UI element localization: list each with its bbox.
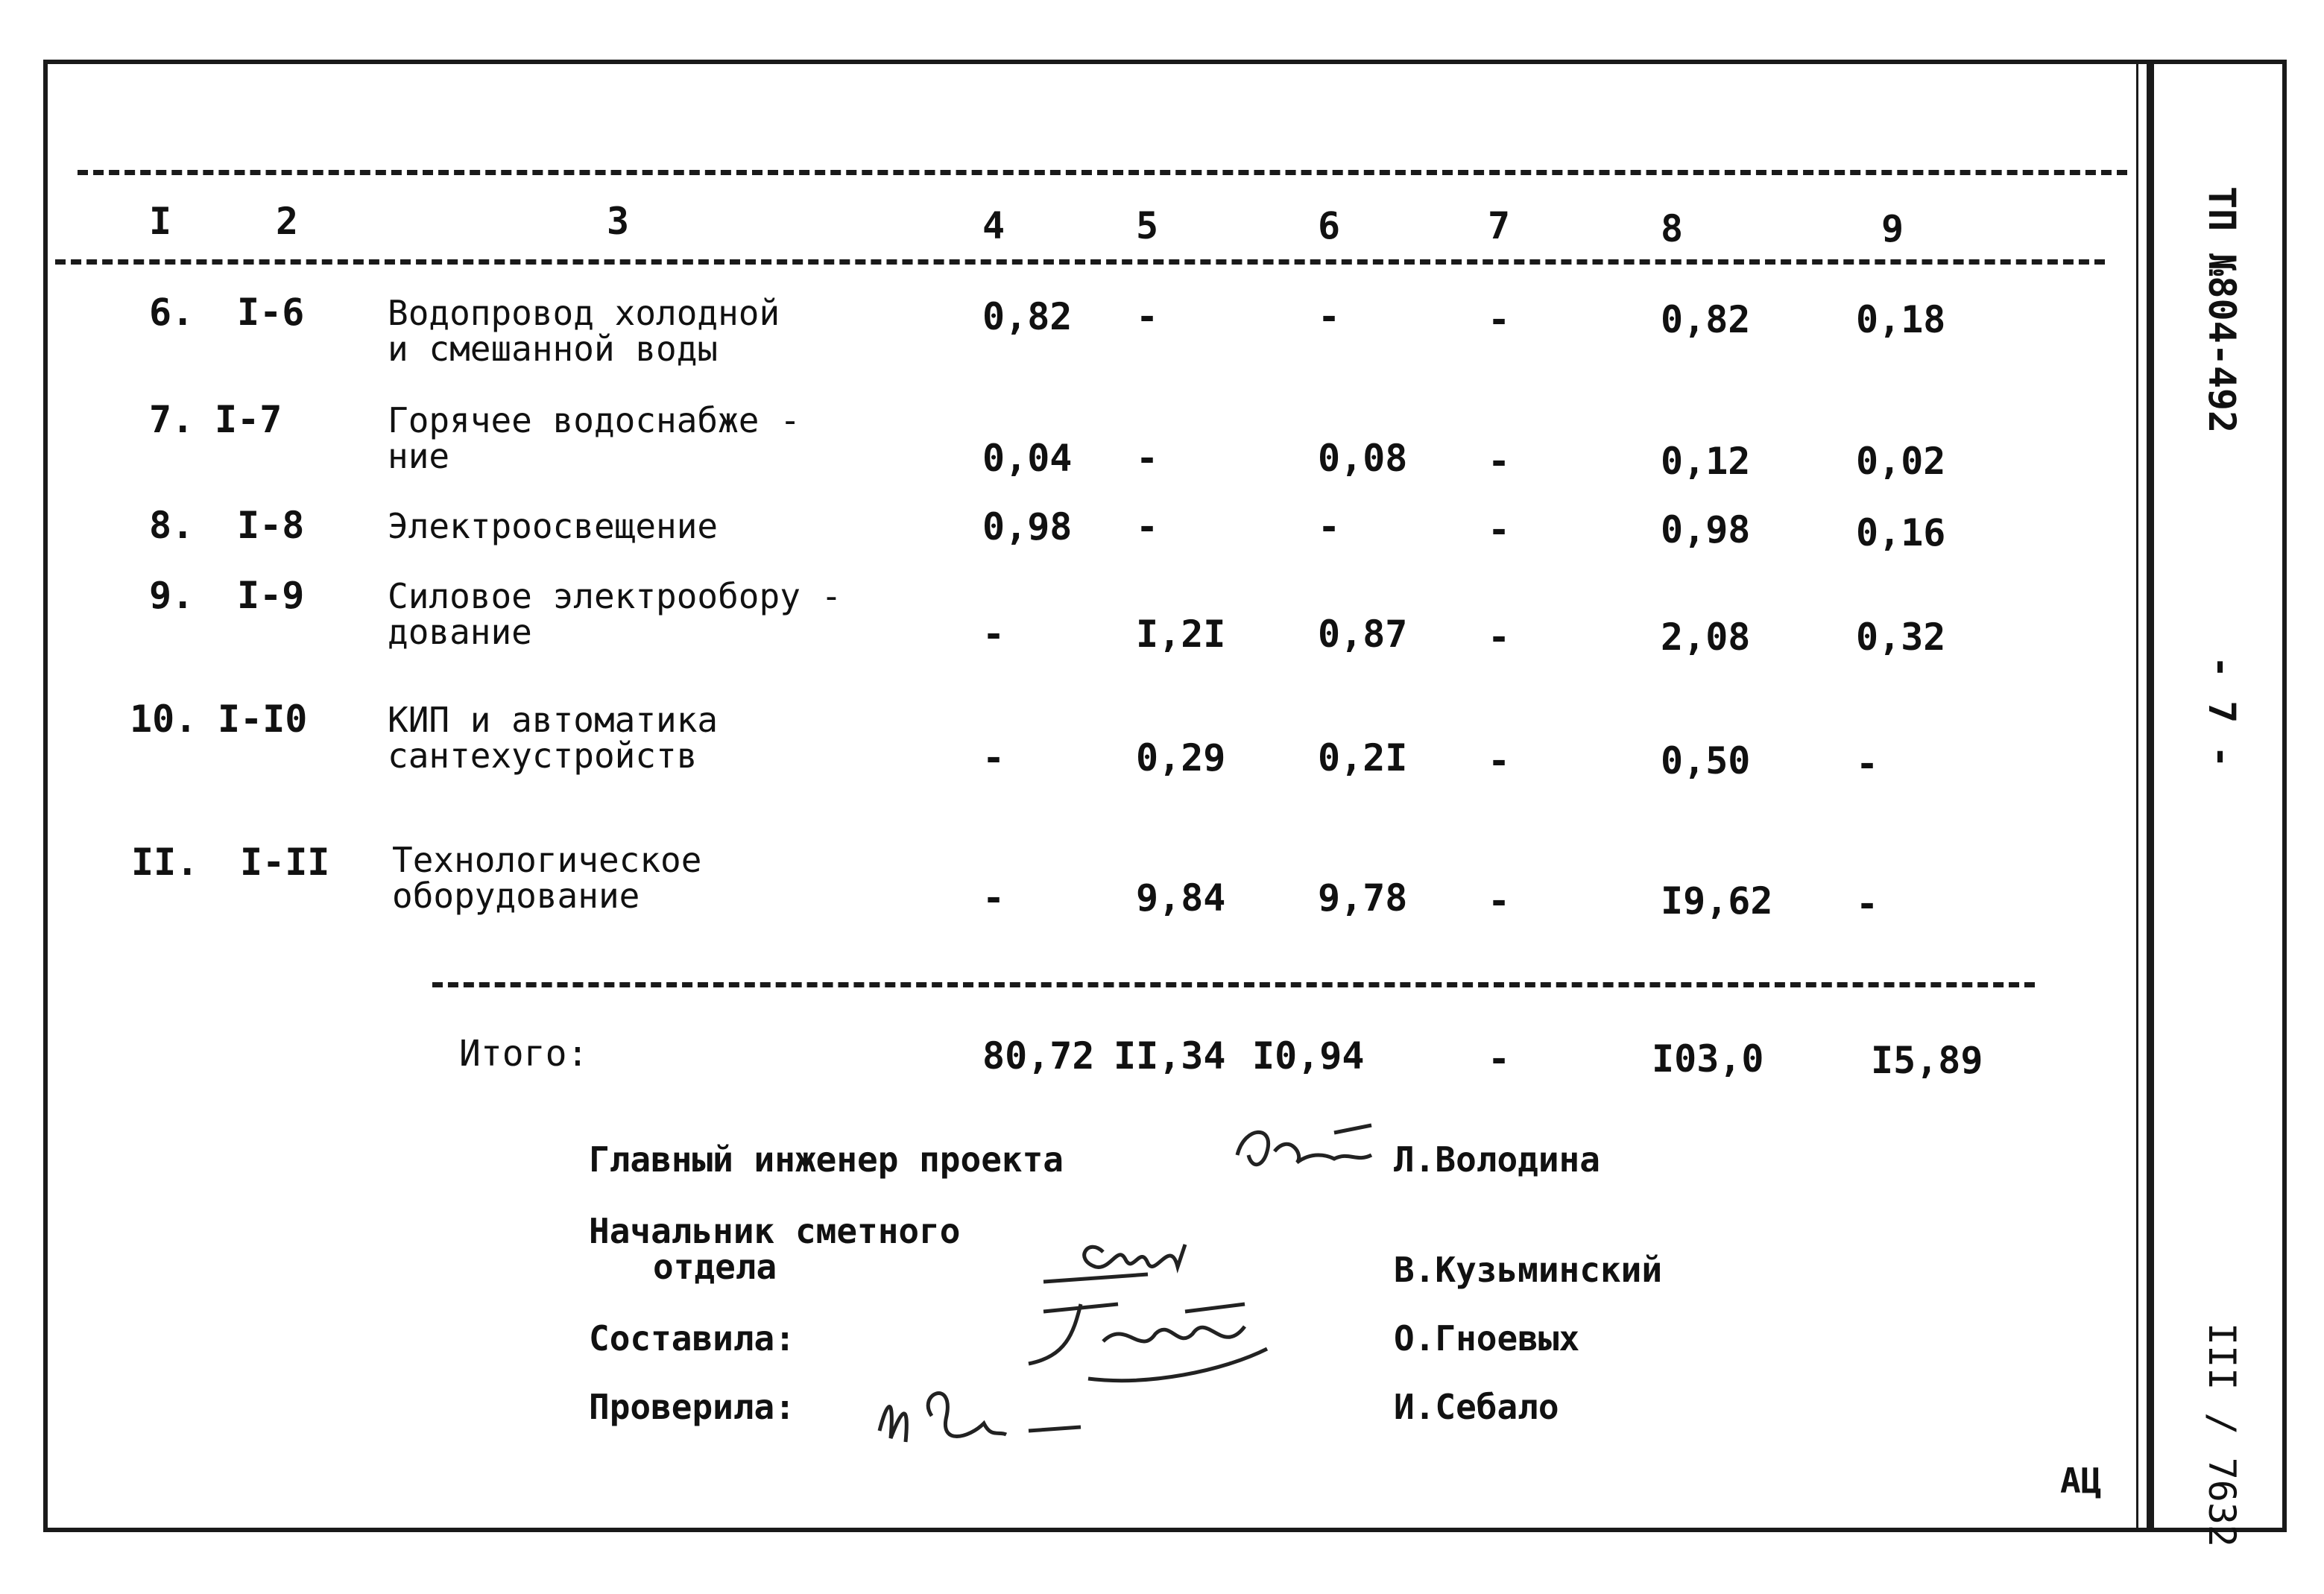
total-label: Итого: [459,1033,589,1075]
col-header-3: 3 [607,200,630,243]
sidebar-archive-number: III / 7632 [2200,1323,2244,1548]
row-cell-9: 0,32 [1856,616,1946,659]
total-cell-6: I0,94 [1252,1034,1365,1078]
row-cell-7: - [1488,298,1511,341]
total-cell-4: 80,72 [982,1034,1095,1078]
row-name-line2: и смешанной воды [388,329,719,369]
row-cell-8: 2,08 [1661,616,1751,659]
row-cell-9: - [1856,882,1879,926]
row-cell-6: - [1318,505,1341,548]
row-cell-4: 0,82 [982,295,1073,338]
row-cell-6: 9,78 [1318,876,1408,920]
col-header-4: 4 [982,204,1005,247]
row-cell-9: - [1856,742,1879,785]
col-header-7: 7 [1488,204,1511,247]
col-header-9: 9 [1881,207,1904,250]
col-header-5: 5 [1136,204,1159,247]
row-cell-8: 0,12 [1661,440,1751,483]
row-cell-6: 0,2I [1318,736,1408,779]
row-cell-7: - [1488,739,1511,782]
handwritten-signature-sebalo [865,1371,1103,1461]
sidebar-page-number: - 7 - [2200,656,2244,768]
row-code: I-8 [237,504,305,547]
row-cell-6: - [1318,295,1341,338]
row-cell-8: I9,62 [1661,879,1773,923]
row-number: 10. [130,698,198,741]
row-cell-8: 0,98 [1661,508,1751,551]
row-cell-9: 0,16 [1856,511,1946,554]
col-header-1: I [149,200,172,243]
row-cell-7: - [1488,440,1511,483]
row-cell-5: 0,29 [1136,736,1226,779]
row-cell-7: - [1488,879,1511,923]
row-cell-9: 0,02 [1856,440,1946,483]
row-name-line1: Электроосвещение [388,506,719,546]
row-cell-4: - [982,613,1005,656]
row-number: 8. [149,504,195,547]
row-cell-7: - [1488,616,1511,659]
row-cell-6: 0,87 [1318,613,1408,656]
total-cell-8: I03,0 [1652,1037,1764,1081]
row-name-line2: ние [388,436,450,476]
row-code: I-I0 [218,698,308,741]
row-cell-8: 0,82 [1661,298,1751,341]
signature-role-chief-engineer: Главный инженер проекта [589,1139,1064,1180]
row-number: 9. [149,574,195,617]
signature-name-chief-engineer: Л.Володина [1394,1139,1600,1180]
row-name-line2: дование [388,612,532,652]
total-cell-9: I5,89 [1871,1039,1983,1082]
row-cell-8: 0,50 [1661,739,1751,782]
row-number: 6. [149,291,195,334]
handwritten-signature-volodina [1222,1110,1401,1192]
sidebar-archive-prefix: III [2200,1323,2244,1391]
row-code: I-6 [237,291,305,334]
sidebar-divider [2147,60,2154,1532]
row-name-line1: КИП и автоматика [388,700,719,740]
row-cell-5: 9,84 [1136,876,1226,920]
row-cell-9: 0,18 [1856,298,1946,341]
header-top-dashed-rule [78,170,2127,175]
signature-name-checked: И.Себало [1394,1387,1559,1427]
header-bottom-dashed-rule [55,259,2105,265]
row-cell-4: 0,04 [982,437,1073,480]
row-code: I-9 [237,574,305,617]
row-code: I-II [240,841,330,884]
sidebar-archive-value: 7632 [2200,1457,2244,1548]
signature-role-checked: Проверила: [589,1387,795,1427]
total-dashed-rule [432,982,2035,987]
col-header-2: 2 [276,200,299,243]
row-cell-5: I,2I [1136,613,1226,656]
row-cell-4: - [982,876,1005,920]
signature-role-compiled: Составила: [589,1318,795,1359]
signature-role-estimate-head-line2: отдела [653,1247,777,1287]
row-code: I-7 [215,398,282,441]
row-cell-7: - [1488,508,1511,551]
signature-role-estimate-head: Начальник сметного [589,1211,961,1251]
row-number: II. [131,841,199,884]
signature-name-compiled: О.Гноевых [1394,1318,1580,1359]
total-cell-7: - [1488,1037,1511,1081]
corner-mark: АЦ [2060,1461,2102,1501]
col-header-8: 8 [1661,207,1684,250]
signature-name-estimate-head: В.Кузьминский [1394,1250,1663,1290]
sidebar-divider-thin [2136,60,2138,1532]
col-header-6: 6 [1318,204,1341,247]
row-cell-4: - [982,736,1005,779]
row-name-line1: Технологическое [392,840,702,880]
row-name-line2: оборудование [392,876,640,916]
sidebar-doc-code: ТП №804-492 [2200,186,2244,434]
row-cell-5: - [1136,295,1159,338]
row-cell-4: 0,98 [982,505,1073,548]
row-name-line1: Водопровод холодной [388,293,780,333]
row-number: 7. [149,398,195,441]
total-cell-5: II,34 [1114,1034,1226,1078]
row-name-line1: Горячее водоснабже - [388,400,801,440]
row-cell-5: - [1136,437,1159,480]
row-cell-6: 0,08 [1318,437,1408,480]
row-name-line2: сантехустройств [388,736,698,776]
row-cell-5: - [1136,505,1159,548]
row-name-line1: Силовое электрообору - [388,576,842,616]
